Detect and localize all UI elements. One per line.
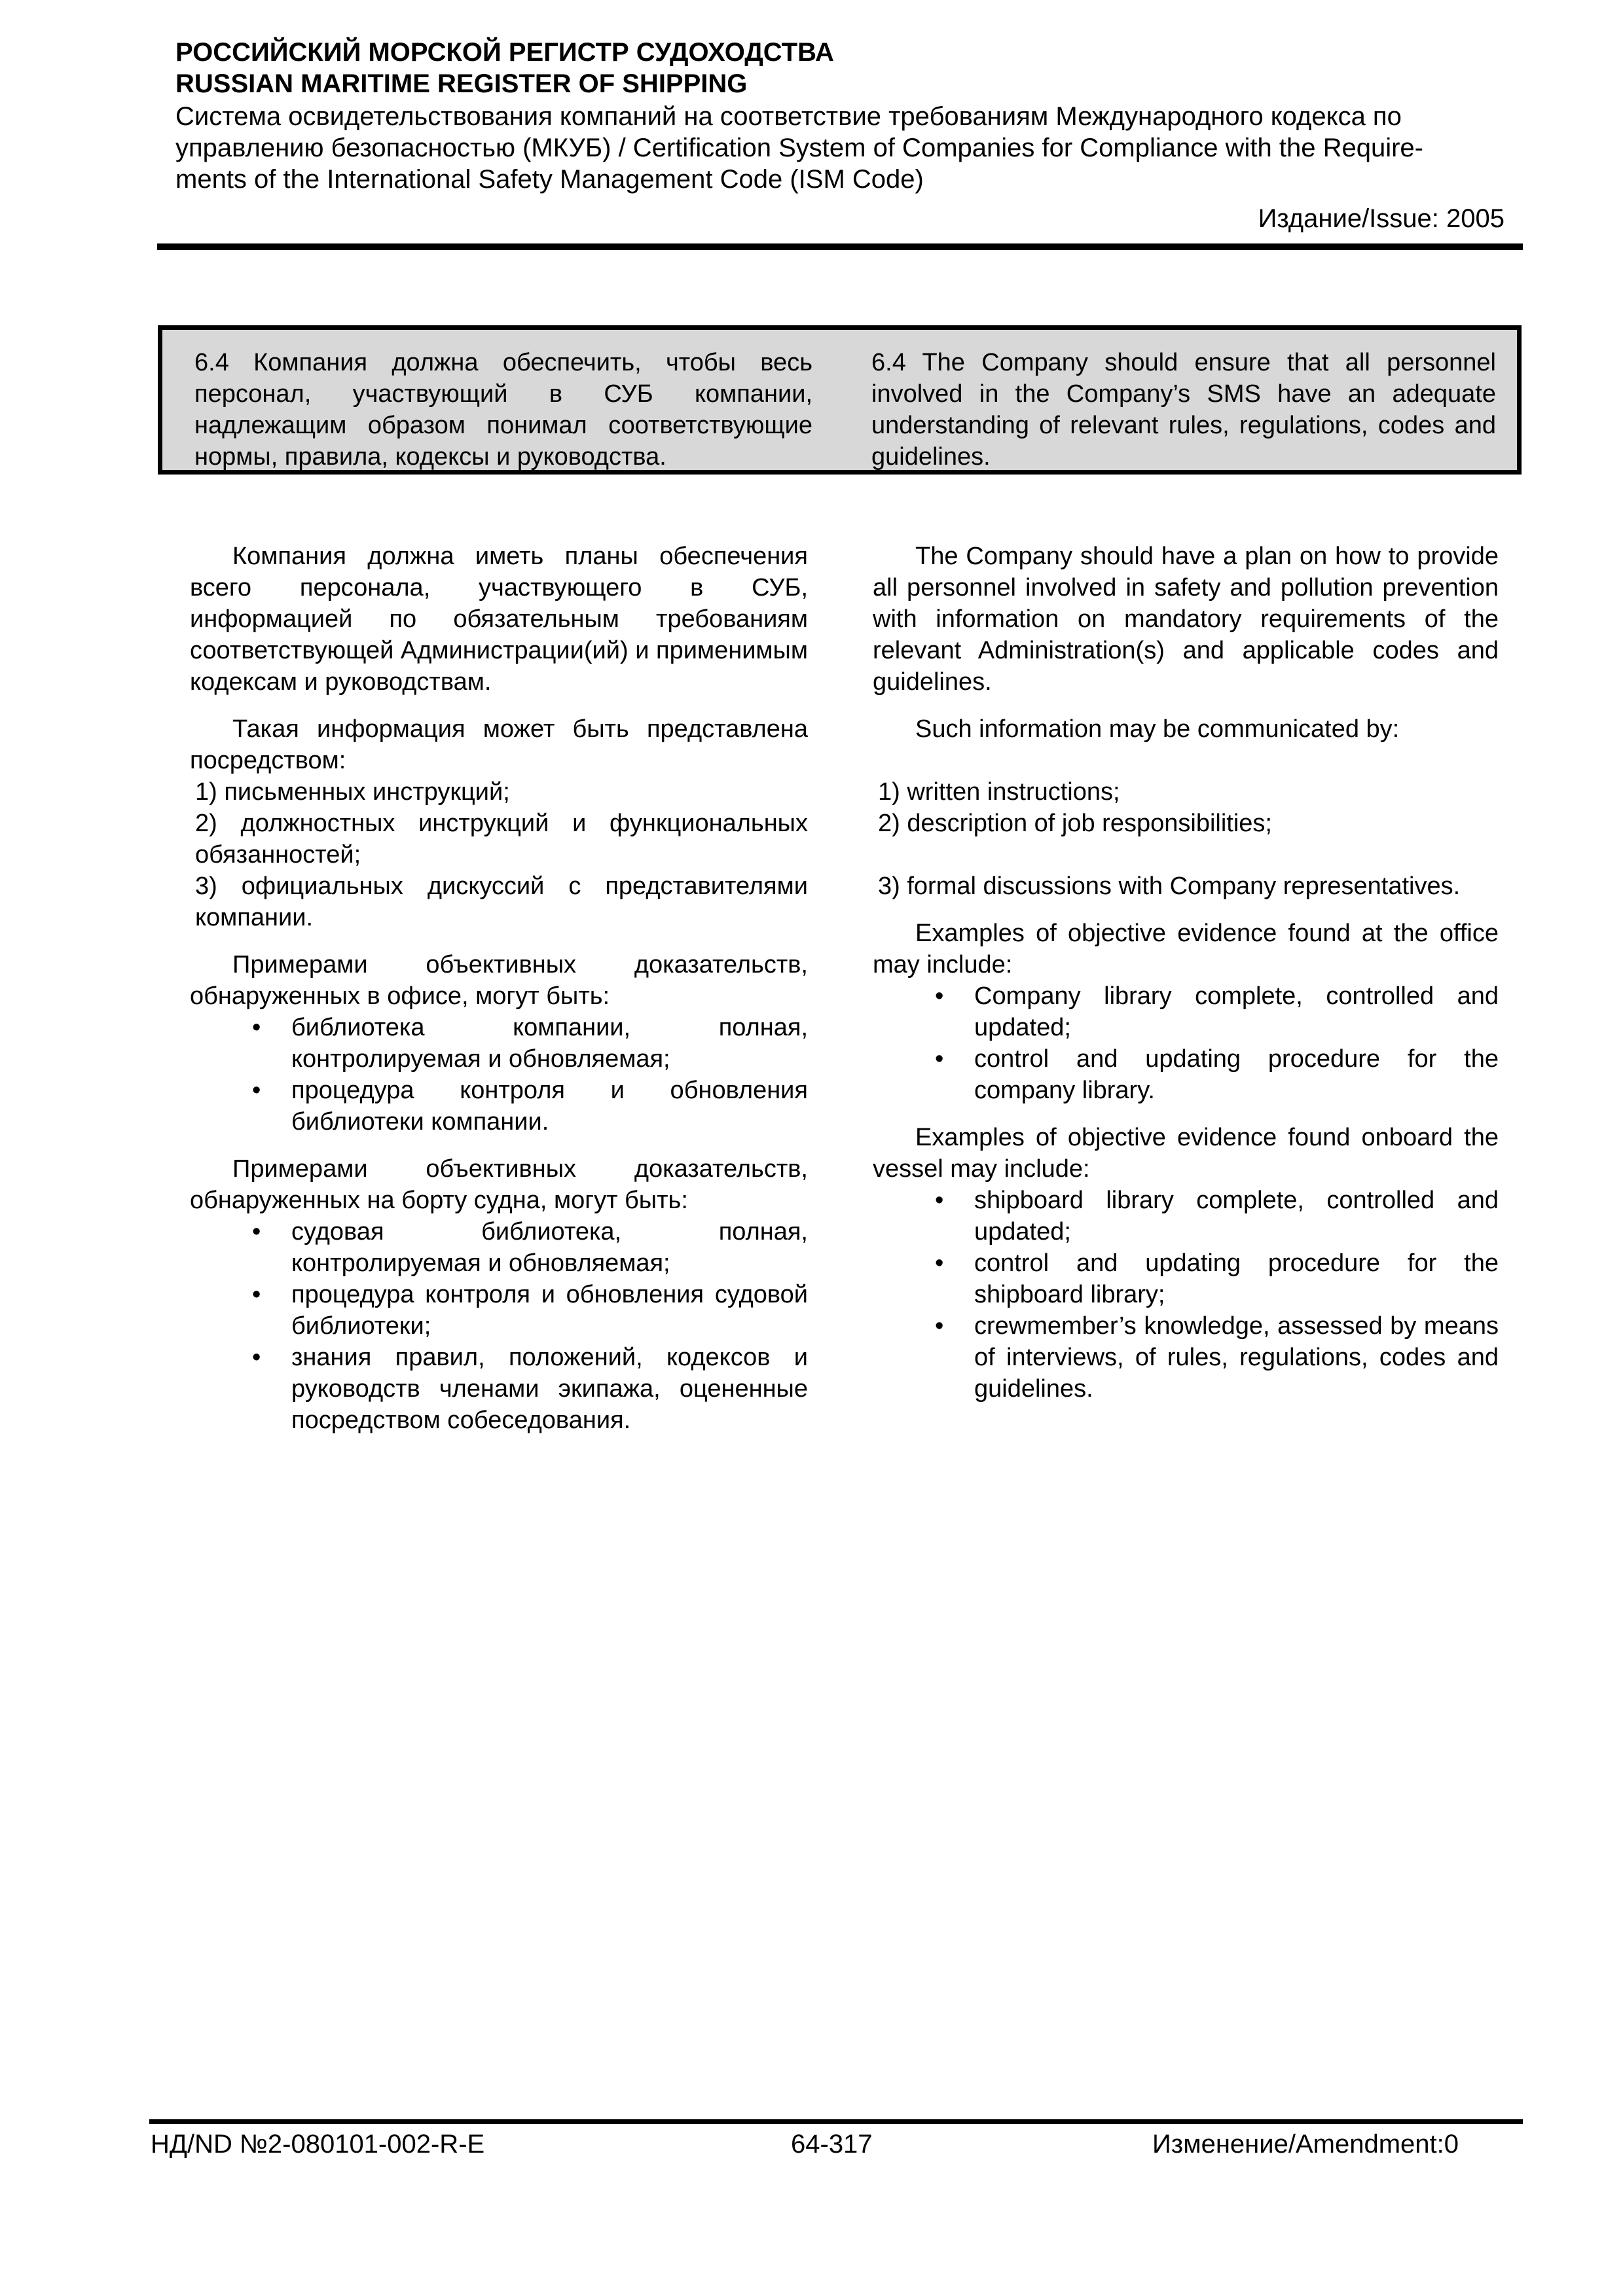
bullet-icon: • <box>935 1249 944 1277</box>
list-item: • процедура контроля и обновления библиотеки компании. <box>190 1075 808 1138</box>
vessel-evidence-intro: Примерами объективных доказательств, обнаруженных на борту судна, могут быть: <box>190 1155 808 1214</box>
document-number: НД/ND №2-080101-002-R-E <box>151 2130 485 2159</box>
bullet-icon: • <box>935 1187 944 1214</box>
certification-system-title <box>175 101 1504 195</box>
register-title-en: RUSSIAN MARITIME REGISTER OF SHIPPING <box>175 69 748 98</box>
plan-paragraph: The Company should have a plan on how to provide all personnel involved in safety and pollution prevention with information on mandatory requirements of the relevant Administration(s) and applicable codes and guidelines. <box>873 543 1499 696</box>
register-title-ru: РОССИЙСКИЙ МОРСКОЙ РЕГИСТР СУДОХОДСТВА <box>175 38 834 67</box>
list-item: • control and updating procedure for the shipboard library; <box>873 1247 1499 1310</box>
communication-intro: Such information may be communicated by: <box>915 715 1400 743</box>
bullet-icon: • <box>252 1281 261 1308</box>
bullet-icon: • <box>935 1045 944 1073</box>
communication-item-1: 1) written instructions; <box>878 778 1120 806</box>
footer-divider <box>149 2119 1523 2124</box>
communication-intro: Такая информация может быть представлена посредством: <box>190 715 808 774</box>
office-evidence-list <box>873 980 1499 1106</box>
vessel-evidence-list <box>190 1216 808 1436</box>
list-item: • shipboard library complete, controlled and updated; <box>873 1185 1499 1247</box>
communication-item-3: 3) официальных дискуссий с представителями компании. <box>195 872 808 931</box>
bullet-icon: • <box>935 1312 944 1340</box>
system-title-line-3: ments of the International Safety Management Code (ISM Code) <box>175 165 924 194</box>
amendment-label: Изменение/Amendment:0 <box>1152 2130 1459 2159</box>
communication-list <box>873 776 1499 902</box>
office-evidence-intro: Examples of objective evidence found at the office may include: <box>873 920 1499 978</box>
office-evidence-intro: Примерами объективных доказательств, обнаруженных в офисе, могут быть: <box>190 951 808 1010</box>
guidance-column-en <box>873 541 1499 1420</box>
bullet-icon: • <box>252 1014 261 1041</box>
communication-item-2: 2) должностных инструкций и функциональных обязанностей; <box>195 810 808 869</box>
bullet-icon: • <box>935 982 944 1010</box>
requirement-text-en: 6.4 The Company should ensure that all personnel involved in the Company’s SMS have an adequate understanding of relevant rules, regulations, codes and guidelines. <box>871 349 1496 471</box>
bullet-icon: • <box>252 1077 261 1104</box>
requirement-box <box>158 325 1522 475</box>
requirement-text-ru: 6.4 Компания должна обеспечить, чтобы весь персонал, участвующий в СУБ компании, надлежащим образом понимал соответствующие нормы, правила, кодексы и руководства. <box>194 349 812 471</box>
bullet-icon: • <box>252 1218 261 1246</box>
list-item: • знания правил, положений, кодексов и руководств членами экипажа, оцененные посредством собеседования. <box>190 1342 808 1436</box>
document-header <box>175 37 1504 234</box>
list-item: • судовая библиотека, полная, контролируемая и обновляемая; <box>190 1216 808 1279</box>
communication-item-1: 1) письменных инструкций; <box>195 778 510 806</box>
list-item: • Company library complete, controlled and updated; <box>873 980 1499 1043</box>
header-divider <box>157 243 1523 250</box>
system-title-line-1: Система освидетельствования компаний на соответствие требованиям Международного кодекса по <box>175 102 1402 131</box>
office-evidence-list <box>190 1012 808 1138</box>
bullet-icon: • <box>252 1344 261 1371</box>
communication-item-2: 2) description of job responsibilities; <box>878 810 1272 837</box>
vessel-evidence-intro: Examples of objective evidence found onboard the vessel may include: <box>873 1124 1499 1183</box>
communication-item-3: 3) formal discussions with Company representatives. <box>878 872 1461 900</box>
list-item: • control and updating procedure for the company library. <box>873 1043 1499 1106</box>
list-item: • процедура контроля и обновления судовой библиотеки; <box>190 1279 808 1342</box>
plan-paragraph: Компания должна иметь планы обеспечения всего персонала, участвующего в СУБ, информацией по обязательным требованиям соответствующей Администрации(ий) и применимым кодексам и руководствам. <box>190 543 808 696</box>
vessel-evidence-list <box>873 1185 1499 1405</box>
guidance-column-ru <box>190 541 808 1452</box>
page-number: 64-317 <box>791 2130 873 2159</box>
system-title-line-2: управлению безопасностью (МКУБ) / Certification System of Companies for Compliance with the Require- <box>175 134 1423 162</box>
list-item: • crewmember’s knowledge, assessed by means of interviews, of rules, regulations, codes and guidelines. <box>873 1310 1499 1405</box>
issue-label: Издание/Issue: 2005 <box>1258 204 1504 233</box>
list-item: • библиотека компании, полная, контролируемая и обновляемая; <box>190 1012 808 1075</box>
communication-list <box>190 776 808 933</box>
